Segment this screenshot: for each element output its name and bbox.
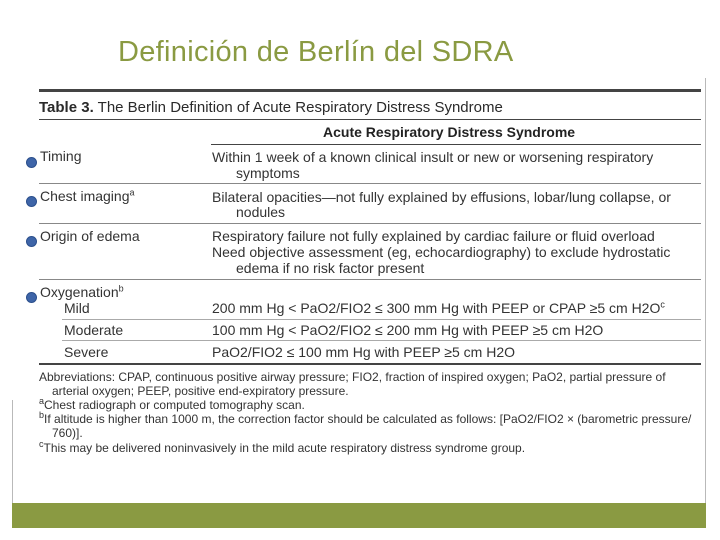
bullet-icon	[26, 236, 37, 247]
row-divider	[39, 183, 701, 184]
column-header: Acute Respiratory Distress Syndrome	[323, 124, 576, 140]
footnote-abbreviations-2: arterial oxygen; PEEP, positive end-expiratory pressure.	[52, 384, 349, 398]
footnote-a-mark: a	[39, 396, 45, 406]
row-divider	[62, 319, 701, 320]
footnote-b-text-2: 760)].	[52, 426, 83, 440]
table-bottom-rule	[39, 363, 701, 365]
row-desc-severe: PaO2/FIO2 ≤ 100 mm Hg with PEEP ≥5 cm H2O	[212, 344, 515, 360]
footnote-mark-b: b	[118, 283, 124, 294]
footnote-a	[39, 398, 305, 412]
row-label-timing: Timing	[40, 148, 82, 164]
row-label-mild: Mild	[64, 300, 90, 316]
chest-imaging-label: Chest imaging	[40, 188, 130, 204]
row-desc-edema-3: edema if no risk factor present	[236, 260, 425, 276]
footnote-mark-a: a	[129, 187, 135, 198]
row-desc-moderate: 100 mm Hg < PaO2/FIO2 ≤ 200 mm Hg with PEEP ≥5 cm H2O	[212, 322, 604, 338]
row-divider	[62, 340, 701, 341]
header-rule	[211, 144, 701, 145]
row-desc-chest-1: Bilateral opacities—not fully explained by effusions, lobar/lung collapse, or	[212, 189, 671, 205]
row-desc-chest-2: nodules	[236, 204, 286, 220]
footnote-mark-c: c	[660, 299, 665, 310]
slide-title: Definición de Berlín del SDRA	[118, 36, 514, 68]
table-top-rule	[39, 89, 701, 92]
row-label-severe: Severe	[64, 344, 109, 360]
row-desc-mild	[212, 300, 665, 316]
table-caption	[39, 99, 503, 116]
bullet-icon	[26, 196, 37, 207]
table-title: The Berlin Definition of Acute Respiratory Distress Syndrome	[97, 99, 503, 116]
row-label-chest-imaging	[40, 188, 135, 204]
table-title-rule	[39, 119, 701, 120]
footnote-c	[39, 441, 525, 455]
footnote-b	[39, 412, 691, 426]
oxygenation-label: Oxygenation	[40, 284, 119, 300]
row-divider	[39, 223, 701, 224]
row-label-oxygenation	[40, 284, 124, 300]
footnote-abbreviations-1: Abbreviations: CPAP, continuous positive airway pressure; FIO2, fraction of inspired oxygen; PaO2, partial pressure of	[39, 370, 666, 384]
footnote-c-mark: c	[39, 439, 44, 449]
bullet-icon	[26, 292, 37, 303]
footnote-b-text-1: If altitude is higher than 1000 m, the correction factor should be calculated as follows: [PaO2/FIO2 × (barometric pressure/	[44, 412, 692, 426]
row-label-moderate: Moderate	[64, 322, 124, 338]
bullet-icon	[26, 157, 37, 168]
row-desc-edema-1: Respiratory failure not fully explained by cardiac failure or fluid overload	[212, 228, 655, 244]
footnote-c-text: This may be delivered noninvasively in the mild acute respiratory distress syndrome group.	[43, 441, 526, 455]
footnote-b-mark: b	[39, 410, 45, 420]
row-desc-timing-1: Within 1 week of a known clinical insult or new or worsening respiratory	[212, 149, 654, 165]
row-divider	[39, 279, 701, 280]
mild-criteria: 200 mm Hg < PaO2/FIO2 ≤ 300 mm Hg with PEEP or CPAP ≥5 cm H2O	[212, 300, 661, 316]
row-label-origin-of-edema: Origin of edema	[40, 228, 140, 244]
row-desc-timing-2: symptoms	[236, 165, 300, 181]
table-number: Table 3.	[39, 99, 94, 116]
row-desc-edema-2: Need objective assessment (eg, echocardiography) to exclude hydrostatic	[212, 244, 671, 260]
footnote-a-text: Chest radiograph or computed tomography scan.	[44, 398, 305, 412]
